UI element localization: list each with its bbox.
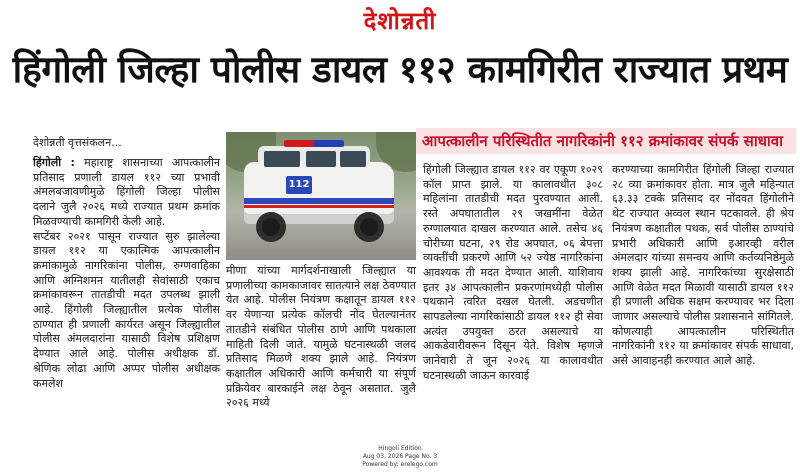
newspaper-masthead: देशोन्नती: [363, 6, 437, 35]
paragraph-3: मीणा यांच्या मार्गदर्शनाखाली जिल्ह्यात या प्रणालीच्या कामकाजावर सातत्याने लक्ष ठेवण्यात येत आहे. पोलीस नियंत्रण कक्षातून डायल ११२ वर येणाऱ्या प्रत्येक कॉलची नोंद घेतल्यानंतर तातडीने संबंधित पोलीस ठाणे आणि पथकाला माहिती दिली जाते. यामुळे घटनास्थळी जलद प्रतिसाद मिळणे शक्य झाले आहे. नियंत्रण कक्षातील अधिकारी आणि कर्मचारी या संपूर्ण प्रक्रियेवर बारकाईने लक्ष ठेवून असतात. जुलै २०२६ मध्ये: [226, 264, 416, 410]
wheel: [354, 212, 384, 242]
police-vehicle-photo: [226, 132, 416, 260]
paragraph-1-text: महाराष्ट्र शासनाच्या आपत्कालीन प्रतिसाद प्रणाली डायल ११२ च्या प्रभावी अंमलबजावणीमुळे हिंगोली जिल्हा पोलीस दलाने जुलै २०२६ मध्ये राज्यात प्रथम क्रमांक मिळवण्याची कामगिरी केली आहे.: [33, 156, 220, 228]
dateline-place: हिंगोली :: [33, 156, 75, 169]
paragraph-5: करण्याच्या कामगिरीत हिंगोली जिल्हा राज्यात २८ व्या क्रमांकावर होता. मात्र जुलै महिन्यात ६३.३३ टक्के प्रतिसाद दर नोंदवत हिंगोलीने थेट राज्यात अव्वल स्थान पटकावले. ही श्रेय नियंत्रण कक्षातील पथक, सर्व पोलीस ठाण्यांचे प्रभारी अधिकारी आणि इआरव्ही वरील अंमलदार यांच्या समन्वय आणि कर्तव्यनिष्ठेमुळे शक्य झाली आहे. नागरिकांच्या सुरक्षेसाठी आणि वेळेत मदत मिळावी यासाठी डायल ११२ ही प्रणाली अधिक सक्षम करण्यावर भर दिला जाणार असल्याचे पोलीस प्रशासनाने सांगितले. कोणत्याही आपत्कालीन परिस्थितीत नागरिकांनी ११२ या क्रमांकावर संपर्क साधावा, असे आवाहनही करण्यात आले आहे.: [612, 163, 794, 368]
paragraph-4: हिंगोली जिल्ह्यात डायल ११२ वर एकूण १०२९ कॉल प्राप्त झाले. या कालावधीत ३०८ महिलांना तातडीची मदत पुरवण्यात आली. रस्ते अपघातातील २९ जखमींना वेळेत रुग्णालयात दाखल करण्यात आले. तसेच ४६ चोरीच्या घटना, २९ रोड अपघात, ०६ बेपत्ता व्यक्तींची प्रकरणे आणि ५२ ज्येष्ठ नागरिकांना आवश्यक ती मदत देण्यात आली. याशिवाय इतर ३४ आपत्कालीन प्रकरणांमध्येही पोलीस पथकाने त्वरित दखल घेतली. अडचणीत सापडलेल्या नागरिकांसाठी डायल ११२ ही सेवा अत्यंत उपयुक्त ठरत असल्याचे या आकडेवारीवरून दिसून येते. विशेष म्हणजे जानेवारी ते जून २०२६ या कालावधीत घटनास्थळी जाऊन कारवाई: [423, 163, 603, 382]
edition-date-page: Aug 03, 2026 Page No. 3: [362, 453, 438, 460]
paragraph-2: सप्टेंबर २०२१ पासून राज्यात सुरु झालेल्या डायल ११२ या एकात्मिक आपत्कालीन क्रमांकामुळे नागरिकांना पोलीस, रुग्णवाहिका आणि अग्निशमन यातीलही सेवांसाठी एकाच क्रमांकावरून तातडीची मदत उपलब्ध झाली आहे. हिंगोली जिल्ह्यातील प्रत्येक पोलीस ठाण्यात ही प्रणाली कार्यरत असून जिल्ह्यातील पोलीस अंमलदारांना यासाठी विशेष प्रशिक्षण देण्यात आले आहे. पोलीस अधीक्षक डॉ. श्रेणिक लोढा आणि अप्पर पोलीस अधीक्षक कमलेश: [33, 229, 220, 390]
vehicle-window: [264, 151, 300, 167]
vehicle-window: [340, 151, 366, 167]
vehicle-window: [306, 151, 336, 167]
edition-name: Hingoli Edition: [378, 445, 422, 452]
dial-112-badge: 112: [286, 176, 312, 194]
wheel: [256, 212, 286, 242]
paragraph-1: [33, 156, 220, 230]
vehicle-stripe-red: [244, 205, 394, 208]
article-column-1: [33, 156, 220, 391]
article-column-4: [612, 163, 794, 369]
siren-lightbar: [284, 140, 344, 147]
powered-by-link[interactable]: Powered by: erelego.com: [362, 461, 438, 468]
headline: हिंगोली जिल्हा पोलीस डायल ११२ कामगिरीत राज्यात प्रथम: [12, 48, 788, 91]
byline: देशोन्नती वृत्तसंकलन...: [33, 136, 122, 149]
edition-footer: [0, 445, 800, 469]
article-column-2: [226, 264, 416, 411]
vehicle-stripe-blue: [244, 198, 394, 204]
subheading-banner: आपत्कालीन परिस्थितीत नागरिकांनी ११२ क्रमांकावर संपर्क साधावा: [416, 128, 796, 154]
article-column-3: [423, 163, 603, 384]
